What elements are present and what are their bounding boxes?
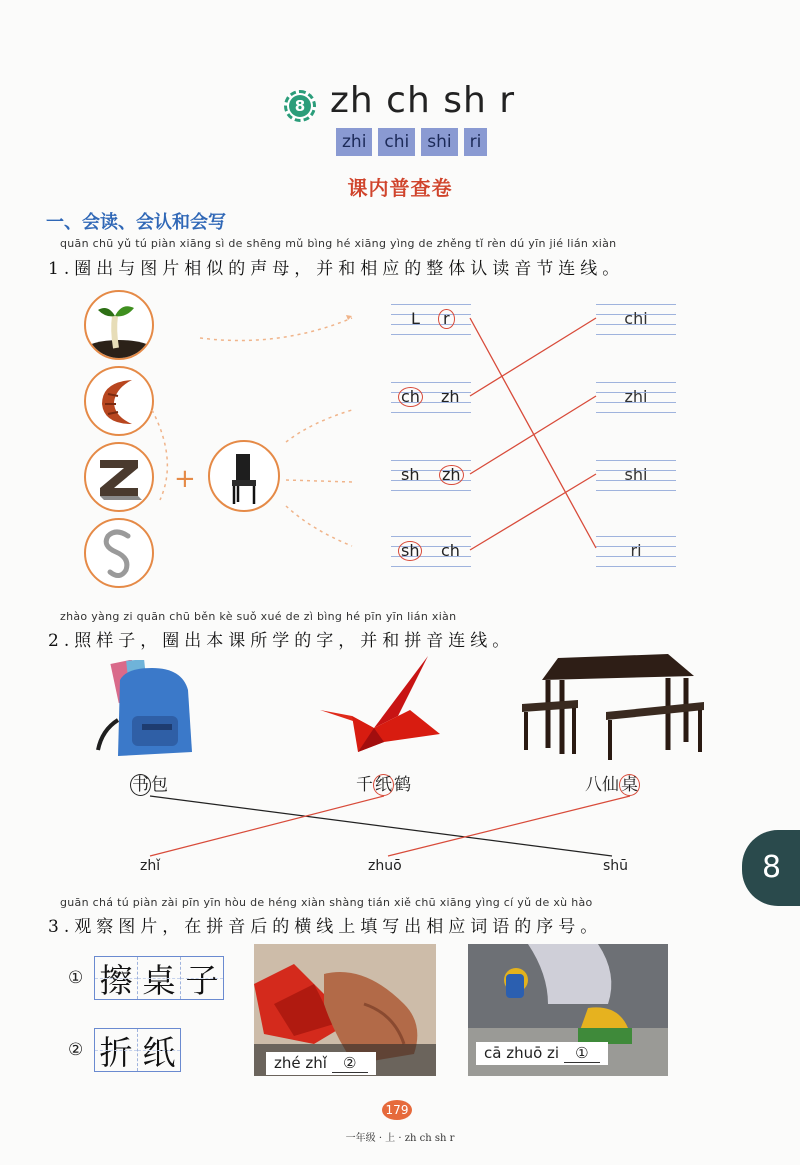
word-char: 包 bbox=[151, 775, 168, 795]
syllable-tag: zhi bbox=[336, 128, 372, 156]
syllable-tag: shi bbox=[421, 128, 457, 156]
word-grid-cell: 纸 bbox=[138, 1029, 180, 1071]
q3-pinyin: guān chá tú piàn zài pīn yīn hòu de héng xiàn shàng tián xiě chū xiāng yìng cí yǔ de xù hào bbox=[60, 896, 593, 909]
caption-answer[interactable]: ② bbox=[332, 1054, 368, 1073]
word-grid-cell: 折 bbox=[95, 1029, 138, 1071]
q1-pinyin: quān chū yǔ tú piàn xiāng sì de shēng mǔ bìng hé xiāng yìng de zhěng tǐ rèn dú yīn jié lián xiàn bbox=[60, 237, 617, 250]
syllable-tag: ri bbox=[464, 128, 488, 156]
caption-answer[interactable]: ① bbox=[564, 1044, 600, 1063]
section-title: 一、会读、会认和会写 bbox=[46, 212, 226, 233]
q1-text: 1.圈出与图片相似的声母，并和相应的整体认读音节连线。 bbox=[48, 259, 625, 279]
page-subtitle: 课内普查卷 bbox=[347, 176, 453, 200]
word-grid-cell: 子 bbox=[181, 957, 223, 999]
item-number: ② bbox=[68, 1040, 84, 1060]
initial-option-b: zh bbox=[441, 387, 460, 406]
initial-option-a: L bbox=[411, 309, 420, 328]
lesson-number: 8 bbox=[289, 95, 311, 117]
initial-option-a-circled: sh bbox=[398, 541, 422, 561]
word-char: 鹤 bbox=[394, 775, 411, 795]
word-grid-zhezhi bbox=[94, 1028, 181, 1072]
circled-char: 书 bbox=[132, 775, 149, 795]
word-grid-cazhuozi bbox=[94, 956, 224, 1000]
syllable-option-text: ri bbox=[630, 541, 642, 560]
page-number: 179 bbox=[382, 1100, 412, 1120]
syllable-option-text: chi bbox=[624, 309, 648, 328]
syllable-option-text: shi bbox=[624, 465, 648, 484]
pinyin-option[interactable]: zhuō bbox=[368, 858, 402, 874]
word-char: 八仙 bbox=[585, 775, 619, 795]
q3-text: 3.观察图片，在拼音后的横线上填写出相应词语的序号。 bbox=[48, 917, 603, 937]
photo-caption bbox=[476, 1042, 608, 1065]
syllable-tag: chi bbox=[378, 128, 415, 156]
item-number: ① bbox=[68, 968, 84, 988]
initial-option-b: ch bbox=[441, 541, 460, 560]
syllable-option-text: zhi bbox=[624, 387, 648, 406]
initial-option-b-circled: zh bbox=[439, 465, 464, 485]
pinyin-option[interactable]: zhǐ bbox=[140, 858, 161, 874]
photo-caption bbox=[266, 1052, 376, 1075]
pinyin-option[interactable]: shū bbox=[603, 858, 629, 874]
word-char: 千 bbox=[356, 775, 373, 795]
word-grid-cell: 擦 bbox=[95, 957, 138, 999]
caption-pinyin: zhé zhǐ bbox=[274, 1054, 327, 1072]
word-grid-cell: 桌 bbox=[138, 957, 181, 999]
q2-text: 2.照样子，圈出本课所学的字，并和拼音连线。 bbox=[48, 631, 515, 651]
page-title: zh ch sh r bbox=[330, 80, 516, 121]
initial-option-a-circled: ch bbox=[398, 387, 423, 407]
initial-option-b-circled: r bbox=[438, 309, 455, 329]
wiping-table-photo bbox=[468, 944, 668, 1076]
caption-pinyin: cā zhuō zi bbox=[484, 1044, 560, 1062]
folding-paper-photo bbox=[254, 944, 436, 1076]
chapter-side-tab-number: 8 bbox=[762, 850, 782, 885]
circled-char: 纸 bbox=[375, 775, 392, 795]
circled-char: 桌 bbox=[621, 775, 638, 795]
plus-sign: + bbox=[174, 464, 196, 494]
q2-pinyin: zhào yàng zi quān chū běn kè suǒ xué de zì bìng hé pīn yīn lián xiàn bbox=[60, 610, 457, 623]
initial-option-a: sh bbox=[401, 465, 420, 484]
footer-text: 一年级 · 上 · zh ch sh r bbox=[345, 1133, 455, 1144]
